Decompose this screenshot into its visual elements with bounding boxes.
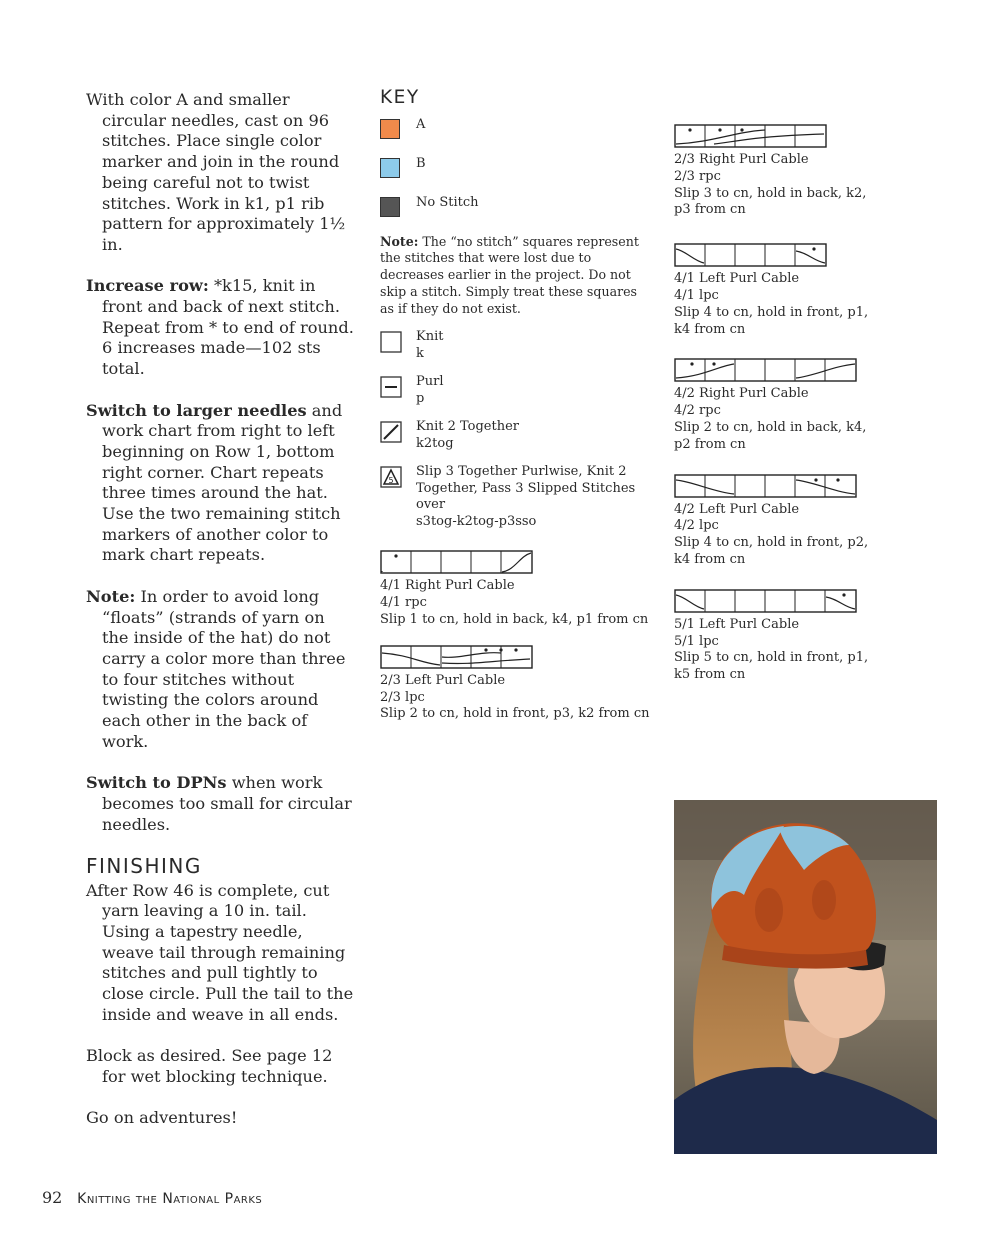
key-column bbox=[380, 87, 650, 737]
color-b-key: B bbox=[380, 156, 650, 186]
no-stitch-note: Note: The “no stitch” squares represent the stitches that were lost due to decreases earlier in the project. Do not skip a stitch. Simply treat these squares as if they do not exist. bbox=[380, 233, 639, 316]
finishing-heading: FINISHING bbox=[86, 853, 202, 878]
key-heading: KEY bbox=[380, 87, 420, 108]
cable-4-2-lpc-icon bbox=[674, 474, 858, 498]
switch-needles-paragraph: Switch to larger needles and work chart from right to left beginning on Row 1, bottom right corner. Chart repeats three times around the hat. Use the two remaining stitch markers of another color to mark chart repeats. bbox=[86, 400, 343, 565]
cable-2-3-rpc: 2/3 Right Purl Cable 2/3 rpc Slip 3 to cn, hold in back, k2, p3 from cn bbox=[674, 124, 874, 219]
cable-2-3-lpc: 2/3 Left Purl Cable 2/3 lpc Slip 2 to cn, hold in front, p3, k2 from cn bbox=[380, 645, 650, 723]
cable-4-1-rpc: 4/1 Right Purl Cable 4/1 rpc Slip 1 to cn, hold in back, k4, p1 from cn bbox=[380, 550, 650, 628]
s3tog-symbol-key: 5 Slip 3 Together Purlwise, Knit 2 Together, Pass 3 Slipped Stitches over s3tog-k2tog-p3sso bbox=[380, 464, 650, 530]
closing-paragraph: Go on adventures! bbox=[86, 1108, 238, 1128]
cable-2-3-rpc-icon bbox=[674, 124, 828, 148]
blocking-paragraph: Block as desired. See page 12 for wet blocking technique. bbox=[86, 1046, 333, 1086]
increase-row-paragraph: Increase row: *k15, knit in front and back of next stitch. Repeat from * to end of round. 6 increases made—102 sts total. bbox=[86, 276, 354, 379]
hat-photo bbox=[674, 800, 937, 1154]
finishing-paragraph: After Row 46 is complete, cut yarn leaving a 10 in. tail. Using a tapestry needle, weave tail through remaining stitches and pull tightly to close circle. Pull the tail to the inside and weave in all ends. bbox=[86, 880, 354, 1024]
color-a-swatch bbox=[380, 119, 400, 139]
color-b-swatch bbox=[380, 158, 400, 178]
purl-symbol-key: Purl p bbox=[380, 374, 650, 407]
running-title: Knitting the National Parks bbox=[77, 1191, 263, 1207]
cable-5-1-lpc-icon bbox=[674, 589, 858, 613]
instructions-column bbox=[86, 90, 356, 1150]
no-stitch-swatch bbox=[380, 197, 400, 217]
knit-symbol-icon bbox=[380, 331, 402, 353]
cable-4-2-lpc: 4/2 Left Purl Cable 4/2 lpc Slip 4 to cn, hold in front, p2, k4 from cn bbox=[674, 474, 874, 569]
cable-5-1-lpc: 5/1 Left Purl Cable 5/1 lpc Slip 5 to cn, hold in front, p1, k5 from cn bbox=[674, 589, 874, 684]
floats-note-paragraph: Note: In order to avoid long “floats” (strands of yarn on the inside of the hat) do not carry a color more than three to four stitches without twisting the colors around each other in the back of work. bbox=[86, 586, 346, 751]
cable-2-3-lpc-icon bbox=[380, 645, 534, 669]
cast-on-paragraph: With color A and smaller circular needles, cast on 96 stitches. Place single color marker and join in the round being careful not to twist stitches. Work in k1, p1 rib pattern for approximately 1½ in. bbox=[86, 90, 346, 254]
k2tog-symbol-key: Knit 2 Together k2tog bbox=[380, 419, 650, 452]
page-number: 92 bbox=[42, 1188, 63, 1207]
knit-symbol-key: Knit k bbox=[380, 329, 650, 362]
cable-4-1-rpc-icon bbox=[380, 550, 534, 574]
k2tog-symbol-icon bbox=[380, 421, 402, 443]
color-a-key: A bbox=[380, 117, 650, 147]
svg-text:5: 5 bbox=[388, 476, 394, 486]
cable-4-2-rpc-icon bbox=[674, 358, 858, 382]
no-stitch-key: No Stitch bbox=[380, 195, 650, 225]
decrease-triangle-icon bbox=[380, 466, 402, 488]
purl-symbol-icon bbox=[380, 376, 402, 398]
woman-wearing-hat-image bbox=[674, 800, 937, 1154]
page-footer bbox=[42, 1188, 262, 1207]
cable-4-1-lpc: 4/1 Left Purl Cable 4/1 lpc Slip 4 to cn, hold in front, p1, k4 from cn bbox=[674, 243, 874, 338]
cable-4-1-lpc-icon bbox=[674, 243, 828, 267]
cable-4-2-rpc: 4/2 Right Purl Cable 4/2 rpc Slip 2 to cn, hold in back, k4, p2 from cn bbox=[674, 358, 874, 453]
dpn-paragraph: Switch to DPNs when work becomes too small for circular needles. bbox=[86, 773, 352, 834]
cables-column bbox=[674, 124, 874, 698]
